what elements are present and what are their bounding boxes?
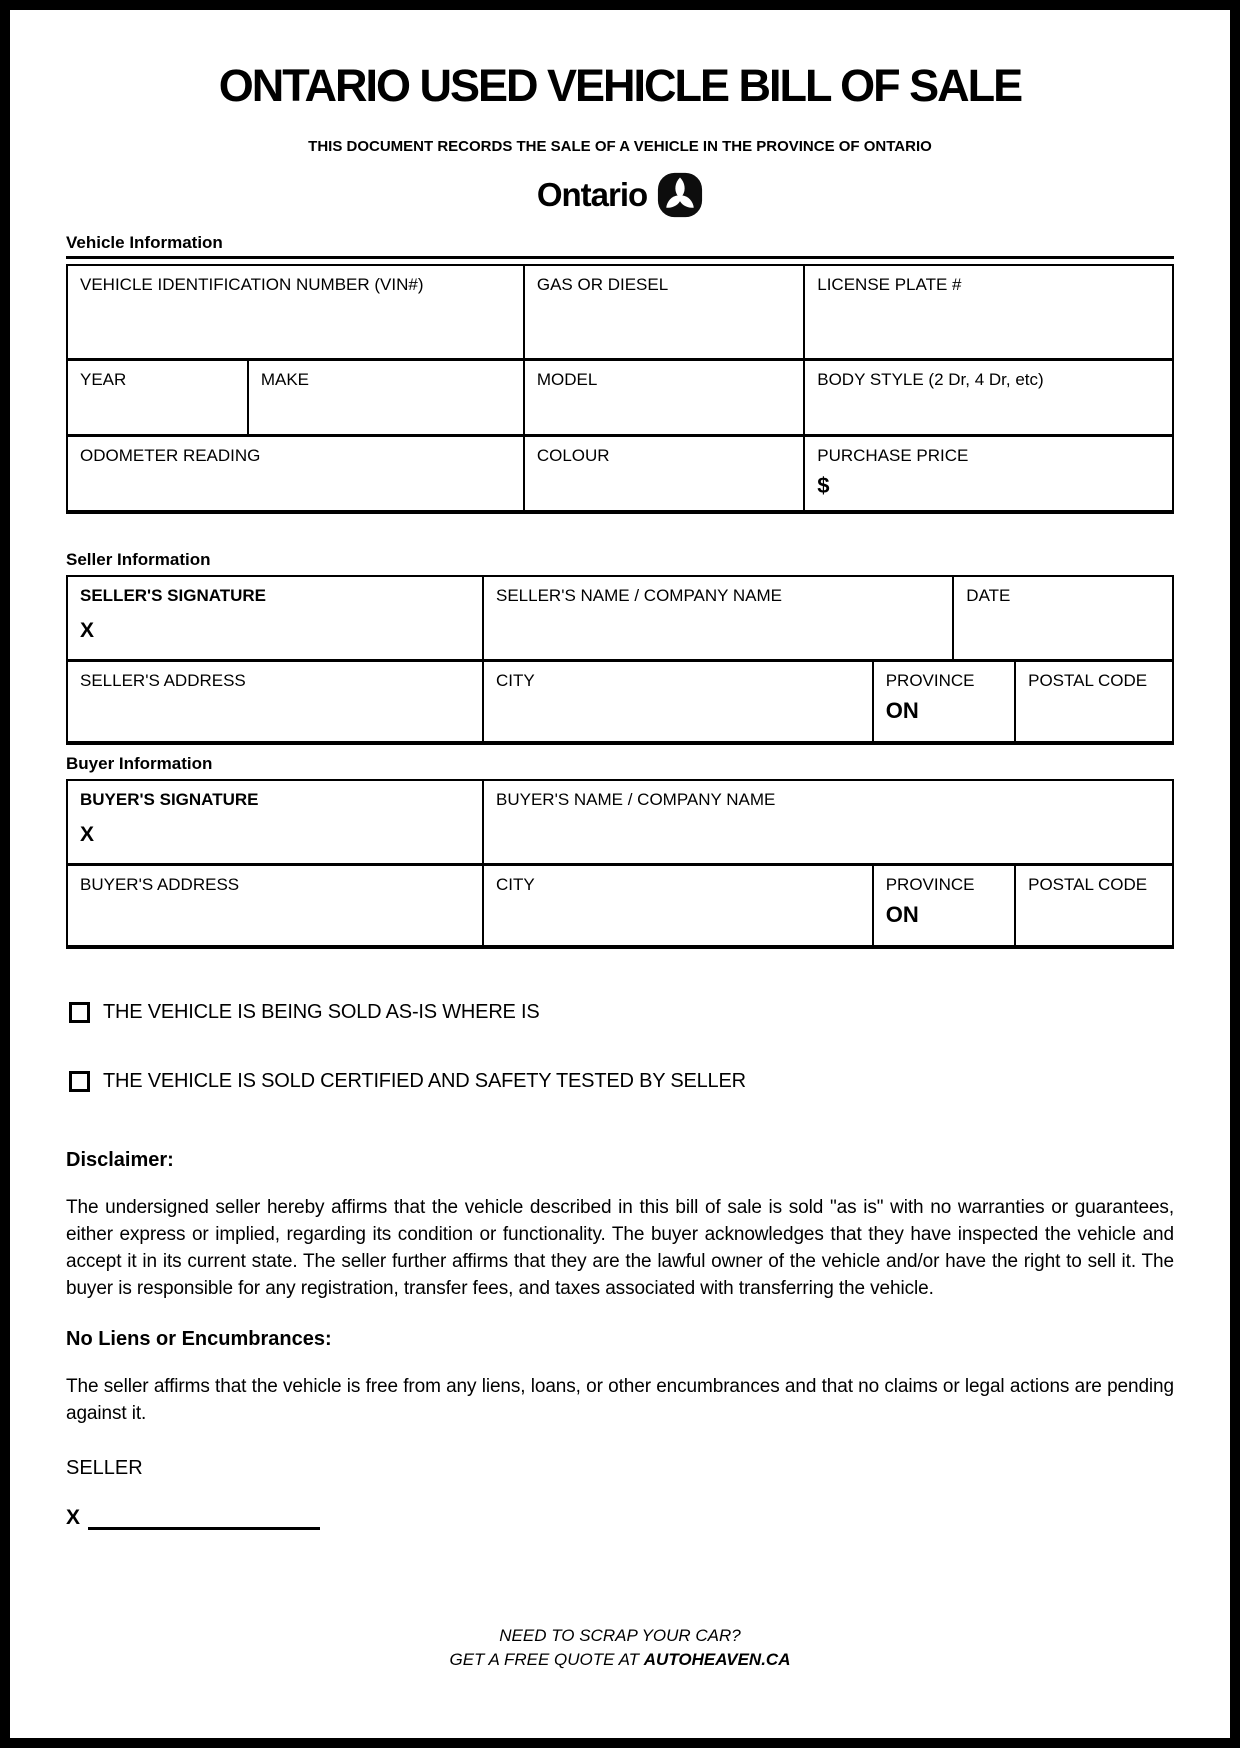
colour-label: COLOUR	[536, 446, 610, 465]
buyer-postal-code-label: POSTAL CODE	[1028, 875, 1148, 894]
seller-signature-line-row	[66, 1506, 1174, 1530]
table-row	[68, 434, 1172, 510]
page-subtitle: THIS DOCUMENT RECORDS THE SALE OF A VEHICLE IN THE PROVINCE OF ONTARIO	[308, 138, 932, 155]
buyer-signature-field[interactable]	[68, 781, 482, 863]
seller-address-label: SELLER'S ADDRESS	[80, 671, 246, 690]
table-row	[68, 577, 1172, 659]
as-is-checkbox-row	[69, 1001, 1174, 1024]
seller-postal-code-label: POSTAL CODE	[1028, 671, 1148, 690]
seller-information-table	[66, 575, 1174, 745]
seller-signature-x: X	[80, 619, 95, 642]
buyer-name-label: BUYER'S NAME / COMPANY NAME	[496, 790, 776, 809]
table-row	[68, 266, 1172, 358]
seller-date-label: DATE	[966, 586, 1011, 605]
dollar-sign: $	[817, 473, 830, 498]
seller-date-field[interactable]	[952, 577, 1172, 659]
seller-signature-line[interactable]	[88, 1510, 320, 1530]
buyer-postal-code-field[interactable]	[1014, 866, 1172, 945]
disclaimer-heading: Disclaimer:	[66, 1149, 174, 1171]
body-style-field[interactable]	[803, 361, 1172, 434]
vin-field[interactable]	[68, 266, 523, 358]
seller-postal-code-field[interactable]	[1014, 662, 1172, 741]
liens-body: The seller affirms that the vehicle is free from any liens, loans, or other encumbrances and that no claims or legal actions are pending against it.	[66, 1376, 1174, 1424]
ontario-trillium-icon	[657, 172, 703, 218]
buyer-address-field[interactable]	[68, 866, 482, 945]
seller-address-field[interactable]	[68, 662, 482, 741]
buyer-signature-x: X	[80, 823, 95, 846]
seller-signature-label: SELLER'S SIGNATURE	[80, 586, 267, 605]
seller-signature-field[interactable]	[68, 577, 482, 659]
model-field[interactable]	[523, 361, 803, 434]
footer-line2	[66, 1648, 1174, 1672]
footer-line1: NEED TO SCRAP YOUR CAR?	[499, 1626, 741, 1645]
certified-checkbox-row	[69, 1070, 1174, 1093]
year-label: YEAR	[80, 370, 127, 389]
make-label: MAKE	[260, 370, 310, 389]
vehicle-information-table	[66, 264, 1174, 514]
ontario-wordmark: Ontario	[536, 176, 648, 213]
purchase-price-label: PURCHASE PRICE	[817, 446, 969, 465]
buyer-city-label: CITY	[496, 875, 535, 894]
section-buyer-information: Buyer Information	[66, 754, 213, 773]
buyer-city-field[interactable]	[482, 866, 872, 945]
body-style-label: BODY STYLE (2 Dr, 4 Dr, etc)	[817, 370, 1044, 389]
liens-heading: No Liens or Encumbrances:	[66, 1328, 332, 1350]
make-field[interactable]	[247, 361, 523, 434]
table-row	[68, 781, 1172, 863]
license-plate-label: LICENSE PLATE #	[817, 275, 962, 294]
table-row	[68, 659, 1172, 741]
vin-label: VEHICLE IDENTIFICATION NUMBER (VIN#)	[80, 275, 424, 294]
fuel-label: GAS OR DIESEL	[536, 275, 669, 294]
fuel-field[interactable]	[523, 266, 803, 358]
model-label: MODEL	[536, 370, 598, 389]
odometer-field[interactable]	[68, 437, 523, 510]
footer	[66, 1624, 1174, 1672]
seller-province-value: ON	[885, 698, 919, 723]
seller-city-label: CITY	[496, 671, 535, 690]
seller-name-label: SELLER'S NAME / COMPANY NAME	[496, 586, 783, 605]
seller-word-label: SELLER	[66, 1457, 143, 1479]
odometer-label: ODOMETER READING	[80, 446, 261, 465]
ontario-logo	[66, 171, 1174, 219]
section-vehicle-information: Vehicle Information	[66, 233, 1174, 259]
disclaimer-body: The undersigned seller hereby affirms that the vehicle described in this bill of sale is sold "as is" with no warranties or guarantees, either express or implied, regarding its condition or functionality. The buyer acknowledges that they have inspected the vehicle and accept it in its current state. The seller further affirms that they are the lawful owner of the vehicle and/or have the right to sell it. The buyer is responsible for any registration, transfer fees, and taxes associated with transferring the vehicle.	[66, 1197, 1174, 1299]
certified-checkbox[interactable]	[69, 1071, 90, 1092]
seller-signature-line-x: X	[66, 1506, 81, 1529]
seller-province-label: PROVINCE	[885, 671, 975, 690]
footer-line2-prefix: GET A FREE QUOTE AT	[449, 1650, 644, 1669]
buyer-name-field[interactable]	[482, 781, 1172, 863]
section-seller-information: Seller Information	[66, 550, 211, 569]
as-is-checkbox[interactable]	[69, 1002, 90, 1023]
table-row	[68, 863, 1172, 945]
buyer-province-value: ON	[885, 902, 919, 927]
buyer-address-label: BUYER'S ADDRESS	[80, 875, 240, 894]
purchase-price-field[interactable]	[803, 437, 1172, 510]
table-row	[68, 358, 1172, 434]
buyer-signature-label: BUYER'S SIGNATURE	[80, 790, 259, 809]
seller-city-field[interactable]	[482, 662, 872, 741]
certified-checkbox-label: THE VEHICLE IS SOLD CERTIFIED AND SAFETY TESTED BY SELLER	[103, 1070, 746, 1092]
as-is-checkbox-label: THE VEHICLE IS BEING SOLD AS-IS WHERE IS	[103, 1001, 540, 1023]
footer-brand: AUTOHEAVEN.CA	[643, 1650, 791, 1669]
year-field[interactable]	[68, 361, 247, 434]
seller-province-field[interactable]	[872, 662, 1014, 741]
seller-name-field[interactable]	[482, 577, 952, 659]
license-plate-field[interactable]	[803, 266, 1172, 358]
buyer-province-field[interactable]	[872, 866, 1014, 945]
buyer-information-table	[66, 779, 1174, 949]
page-title: ONTARIO USED VEHICLE BILL OF SALE	[218, 60, 1022, 111]
buyer-province-label: PROVINCE	[885, 875, 975, 894]
colour-field[interactable]	[523, 437, 803, 510]
